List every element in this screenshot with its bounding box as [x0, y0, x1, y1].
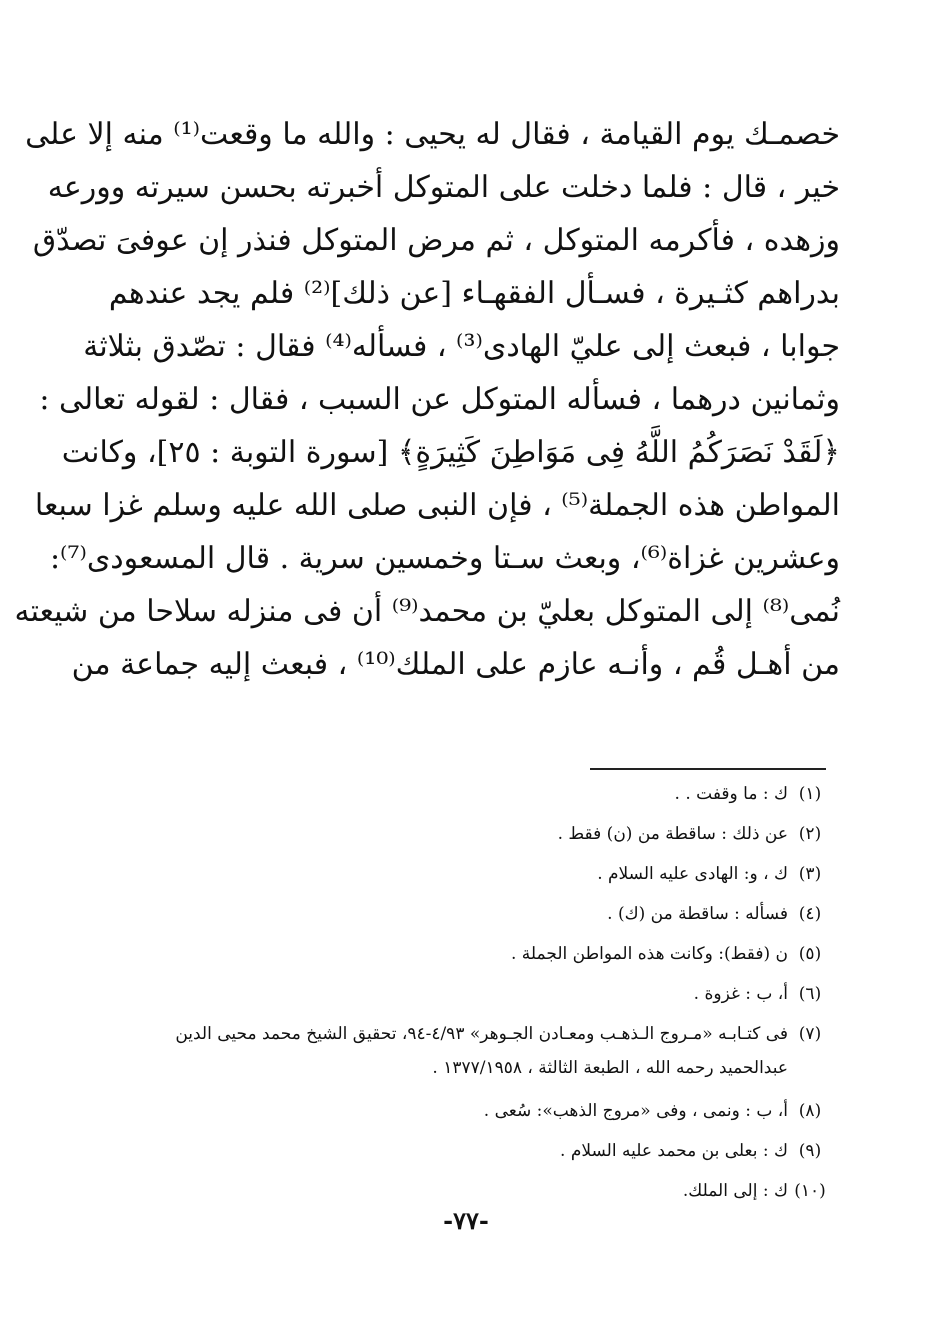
text-line: وثمانين درهما ، فسأله المتوكل عن السبب ، فقال : لقوله تعالى :: [39, 382, 840, 417]
footnote-number: (٣): [798, 864, 822, 884]
footnote: [120, 820, 832, 860]
footnote-text: فى كتـابـه «مـروج الـذهـب ومعـادن الجـوهر» ٤/٩٣-٩٤، تحقيق الشيخ محمد محيى الدين عبدالحميد رحمه الله ، الطبعة الثالثة ، ١٣٧٧/١٩٥٨ .: [175, 1024, 788, 1078]
footnote-number: (٧): [798, 1024, 822, 1044]
footnote: [120, 1020, 832, 1097]
text-line: ﴿لَقَدْ نَصَرَكُمُ اللَّهُ فِى مَوَاطِنَ كَثِيرَةٍ﴾ [سورة التوبة : ٢٥]، وكانت: [61, 435, 840, 470]
footnote-number: (٥): [798, 944, 822, 964]
text-line: جوابا ، فبعث إلى عليّ الهادى⁽³⁾ ، فسأله⁽⁴⁾ فقال : تصّدق بثلاثة: [83, 329, 840, 364]
page-number: -٧٧-: [443, 1206, 489, 1235]
footnote: [120, 780, 832, 820]
text-line: المواطن هذه الجملة⁽⁵⁾ ، فإن النبى صلى الله عليه وسلم غزا سبعا: [34, 488, 840, 523]
text-line: من أهـل قُم ، وأنـه عازم على الملك⁽¹⁰⁾ ، فبعث إليه جماعة من: [71, 647, 840, 682]
text-line: وزهده ، فأكرمه المتوكل ، ثم مرض المتوكل فنذر إن عوفىَ تصدّق: [32, 223, 840, 258]
text-line: وعشرين غزاة⁽⁶⁾، وبعث سـتا وخمسين سرية . قال المسعودى⁽⁷⁾:: [49, 541, 840, 576]
text-line: خصمـك يوم القيامة ، فقال له يحيى : والله ما وقعت⁽¹⁾ منه إلا على: [25, 117, 840, 152]
footnote-number: (١): [798, 784, 822, 804]
footnote-text: ك : إلى الملك.: [682, 1181, 788, 1201]
footnote-number: (٦): [798, 984, 822, 1004]
footnote-number: (١٠): [794, 1181, 826, 1201]
footnote-number: (٢): [798, 824, 822, 844]
footnote-number: (٨): [798, 1101, 822, 1121]
footnote: [120, 900, 832, 940]
footnote: [120, 1097, 832, 1137]
footnote-text: ك : بعلى بن محمد عليه السلام .: [560, 1141, 788, 1161]
footnote: [120, 940, 832, 980]
footnote: [120, 860, 832, 900]
footnote: [120, 980, 832, 1020]
text-line: نُمى⁽⁸⁾ إلى المتوكل بعليّ بن محمد⁽⁹⁾ أن فى منزله سلاحا من شيعته: [14, 594, 840, 629]
footnotes: [120, 780, 832, 1217]
text-line: خير ، قال : فلما دخلت على المتوكل أخبرته بحسن سيرته وورعه: [47, 170, 840, 205]
footnote-number: (٤): [798, 904, 822, 924]
footnote: [120, 1137, 832, 1177]
footnote-number: (٩): [798, 1141, 822, 1161]
main-text: [14, 108, 840, 691]
text-line: بدراهم كثـيرة ، فسـأل الفقهـاء [عن ذلك]⁽²⁾ فلم يجد عندهم: [108, 276, 840, 311]
footnote-text: أ، ب : ونمى ، وفى «مروج الذهب»: سُعى .: [483, 1101, 788, 1121]
footnote-separator: [590, 768, 826, 770]
footnote-text: ك : ما وقفت . .: [674, 784, 788, 804]
footnote-text: ك ، و: الهادى عليه السلام .: [597, 864, 788, 884]
footnote-text: فسأله : ساقطة من (ك) .: [607, 904, 788, 924]
footnote-text: عن ذلك : ساقطة من (ن) فقط .: [557, 824, 788, 844]
footnote-text: أ، ب : غزوة .: [693, 984, 788, 1004]
footnote-text: ن (فقط): وكانت هذه المواطن الجملة .: [510, 944, 788, 964]
